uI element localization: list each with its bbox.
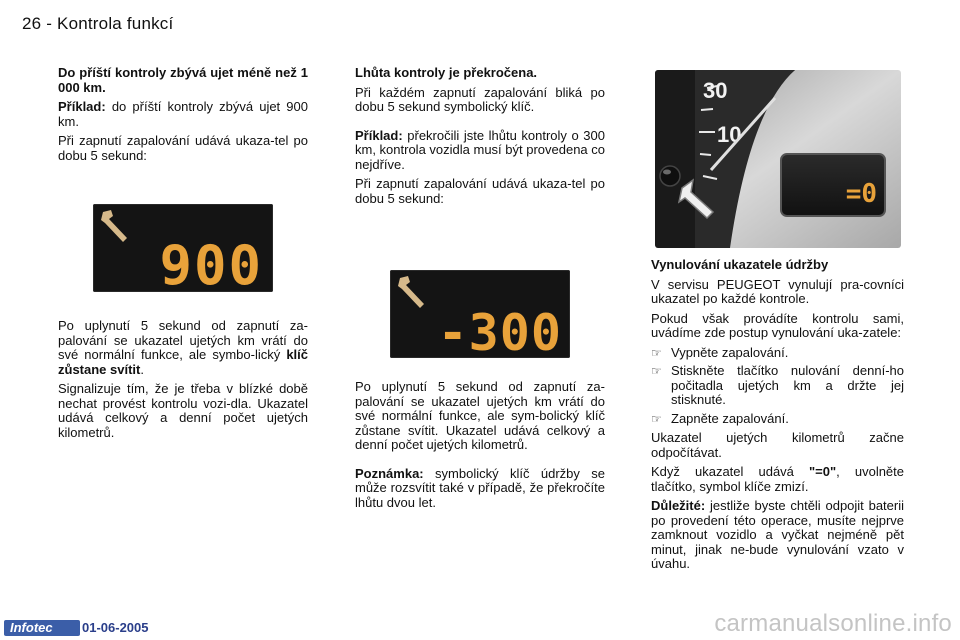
ignition-paragraph: Při zapnutí zapalování udává ukaza-tel po dobu 5 sekund: — [58, 133, 308, 163]
infotec-logo: Infotec — [4, 620, 80, 636]
list-item: ☞ Stiskněte tlačítko nulování denní-ho počitadla ujetých km a držte jej stisknuté. — [651, 363, 904, 407]
note-text: symbolický klíč údržby se může rozsvítit také v případě, že překročíte lhůtu dvou let. — [355, 465, 605, 510]
list-item: ☞ Zapněte zapalování. — [651, 410, 789, 426]
reset-button-icon — [660, 166, 680, 186]
instrument-cluster-image — [655, 70, 901, 248]
zero-value: "=0" — [809, 464, 837, 479]
example-paragraph-2 — [355, 129, 605, 173]
key-stays-lit-text: klíč zůstane svítit — [58, 347, 308, 377]
zero-paragraph: Když ukazatel udává "=0", uvolněte tlačítko, symbol klíče zmizí. — [651, 464, 905, 494]
header-separator: - — [41, 14, 58, 33]
pointing-hand-icon: ☞ — [651, 364, 662, 378]
odometer-display-900 — [93, 204, 273, 292]
page-title: Kontrola funkcí — [57, 14, 174, 33]
gauge-number-10: 10 — [717, 122, 742, 147]
section-heading-reset: Vynulování ukazatele údržby — [651, 257, 829, 272]
service-paragraph: V servisu PEUGEOT vynulují pra-covníci ukazatel po každé kontrole. — [651, 276, 904, 306]
list-item: ☞ Vypněte zapalování. — [651, 344, 789, 360]
column-middle-lower — [355, 380, 605, 515]
pointing-hand-icon: ☞ — [651, 345, 662, 360]
signal-paragraph: Signalizuje tím, že je třeba v blízké době nechat provést kontrolu vozi-dla. Ukazatel udává celkový a denní počet ujetých kilometrů. — [58, 381, 308, 440]
note-label: Poznámka: — [355, 465, 424, 481]
page-number: 26 — [22, 14, 42, 33]
example-text: do příští kontroly zbývá ujet 900 km. — [58, 99, 308, 129]
footer-date: 01-06-2005 — [82, 620, 149, 635]
dash-display-value: =0 — [845, 179, 877, 209]
important-label: Důležité: — [651, 498, 706, 513]
important-text: jestliže byste chtěli odpojit baterii po provedení této operace, musíte nejprve zamknout vozidlo a vyčkat nejméně pět minut, jinak ne-bude vynulování vzato v úvahu. — [651, 498, 904, 571]
example-paragraph — [58, 100, 308, 129]
column-right — [651, 258, 904, 577]
column-left-lower — [58, 319, 308, 445]
blink-paragraph: Při každém zapnutí zapalování bliká po dobu 5 sekund symbolický klíč. — [355, 84, 605, 114]
after-5s-paragraph: Po uplynutí 5 sekund od zapnutí za-palování se ukazatel ujetých km vrátí do své normální funkce, ale symbo-lický klíč zůstane svítit. — [58, 318, 308, 377]
example-label-2: Příklad: — [355, 127, 403, 143]
note-paragraph — [355, 467, 605, 511]
ignition-paragraph-2: Při zapnutí zapalování udává ukaza-tel po dobu 5 sekund: — [355, 176, 605, 206]
section-heading-less-than-1000: Do příští kontroly zbývá ujet méně než 1 000 km. — [58, 65, 308, 95]
reset-steps-list — [651, 346, 904, 427]
important-paragraph — [651, 499, 904, 572]
gauge-number-30: 30 — [703, 78, 728, 103]
self-service-paragraph: Pokud však provádíte kontrolu sami, uvádíme zde postup vynulování uka-zatele: — [651, 310, 904, 340]
page-header — [22, 14, 173, 34]
example-label: Příklad: — [58, 99, 106, 114]
display-digits: -300 — [437, 304, 562, 358]
countdown-paragraph: Ukazatel ujetých kilometrů začne odpočítávat. — [651, 430, 904, 460]
wrench-icon — [398, 276, 424, 308]
watermark: carmanualsonline.info — [714, 610, 952, 637]
after-5s-paragraph-2: Po uplynutí 5 sekund od zapnutí za-palování se ukazatel ujetých km vrátí do své normální funkce, ale sym-bolický klíč zůstane svítit. Ukazatel udává celkový a denní počet ujetých kilometrů. — [355, 379, 605, 452]
column-left — [58, 66, 308, 168]
example-text-2: překročili jste lhůtu kontroly o 300 km, kontrola vozidla musí být provedena co nejdříve. — [355, 127, 606, 172]
column-middle — [355, 66, 605, 211]
display-digits: 900 — [159, 234, 263, 292]
section-heading-overdue: Lhůta kontroly je překročena. — [355, 65, 538, 80]
pointing-hand-icon: ☞ — [651, 411, 662, 426]
odometer-display-minus-300 — [390, 270, 570, 358]
wrench-icon — [101, 210, 127, 242]
